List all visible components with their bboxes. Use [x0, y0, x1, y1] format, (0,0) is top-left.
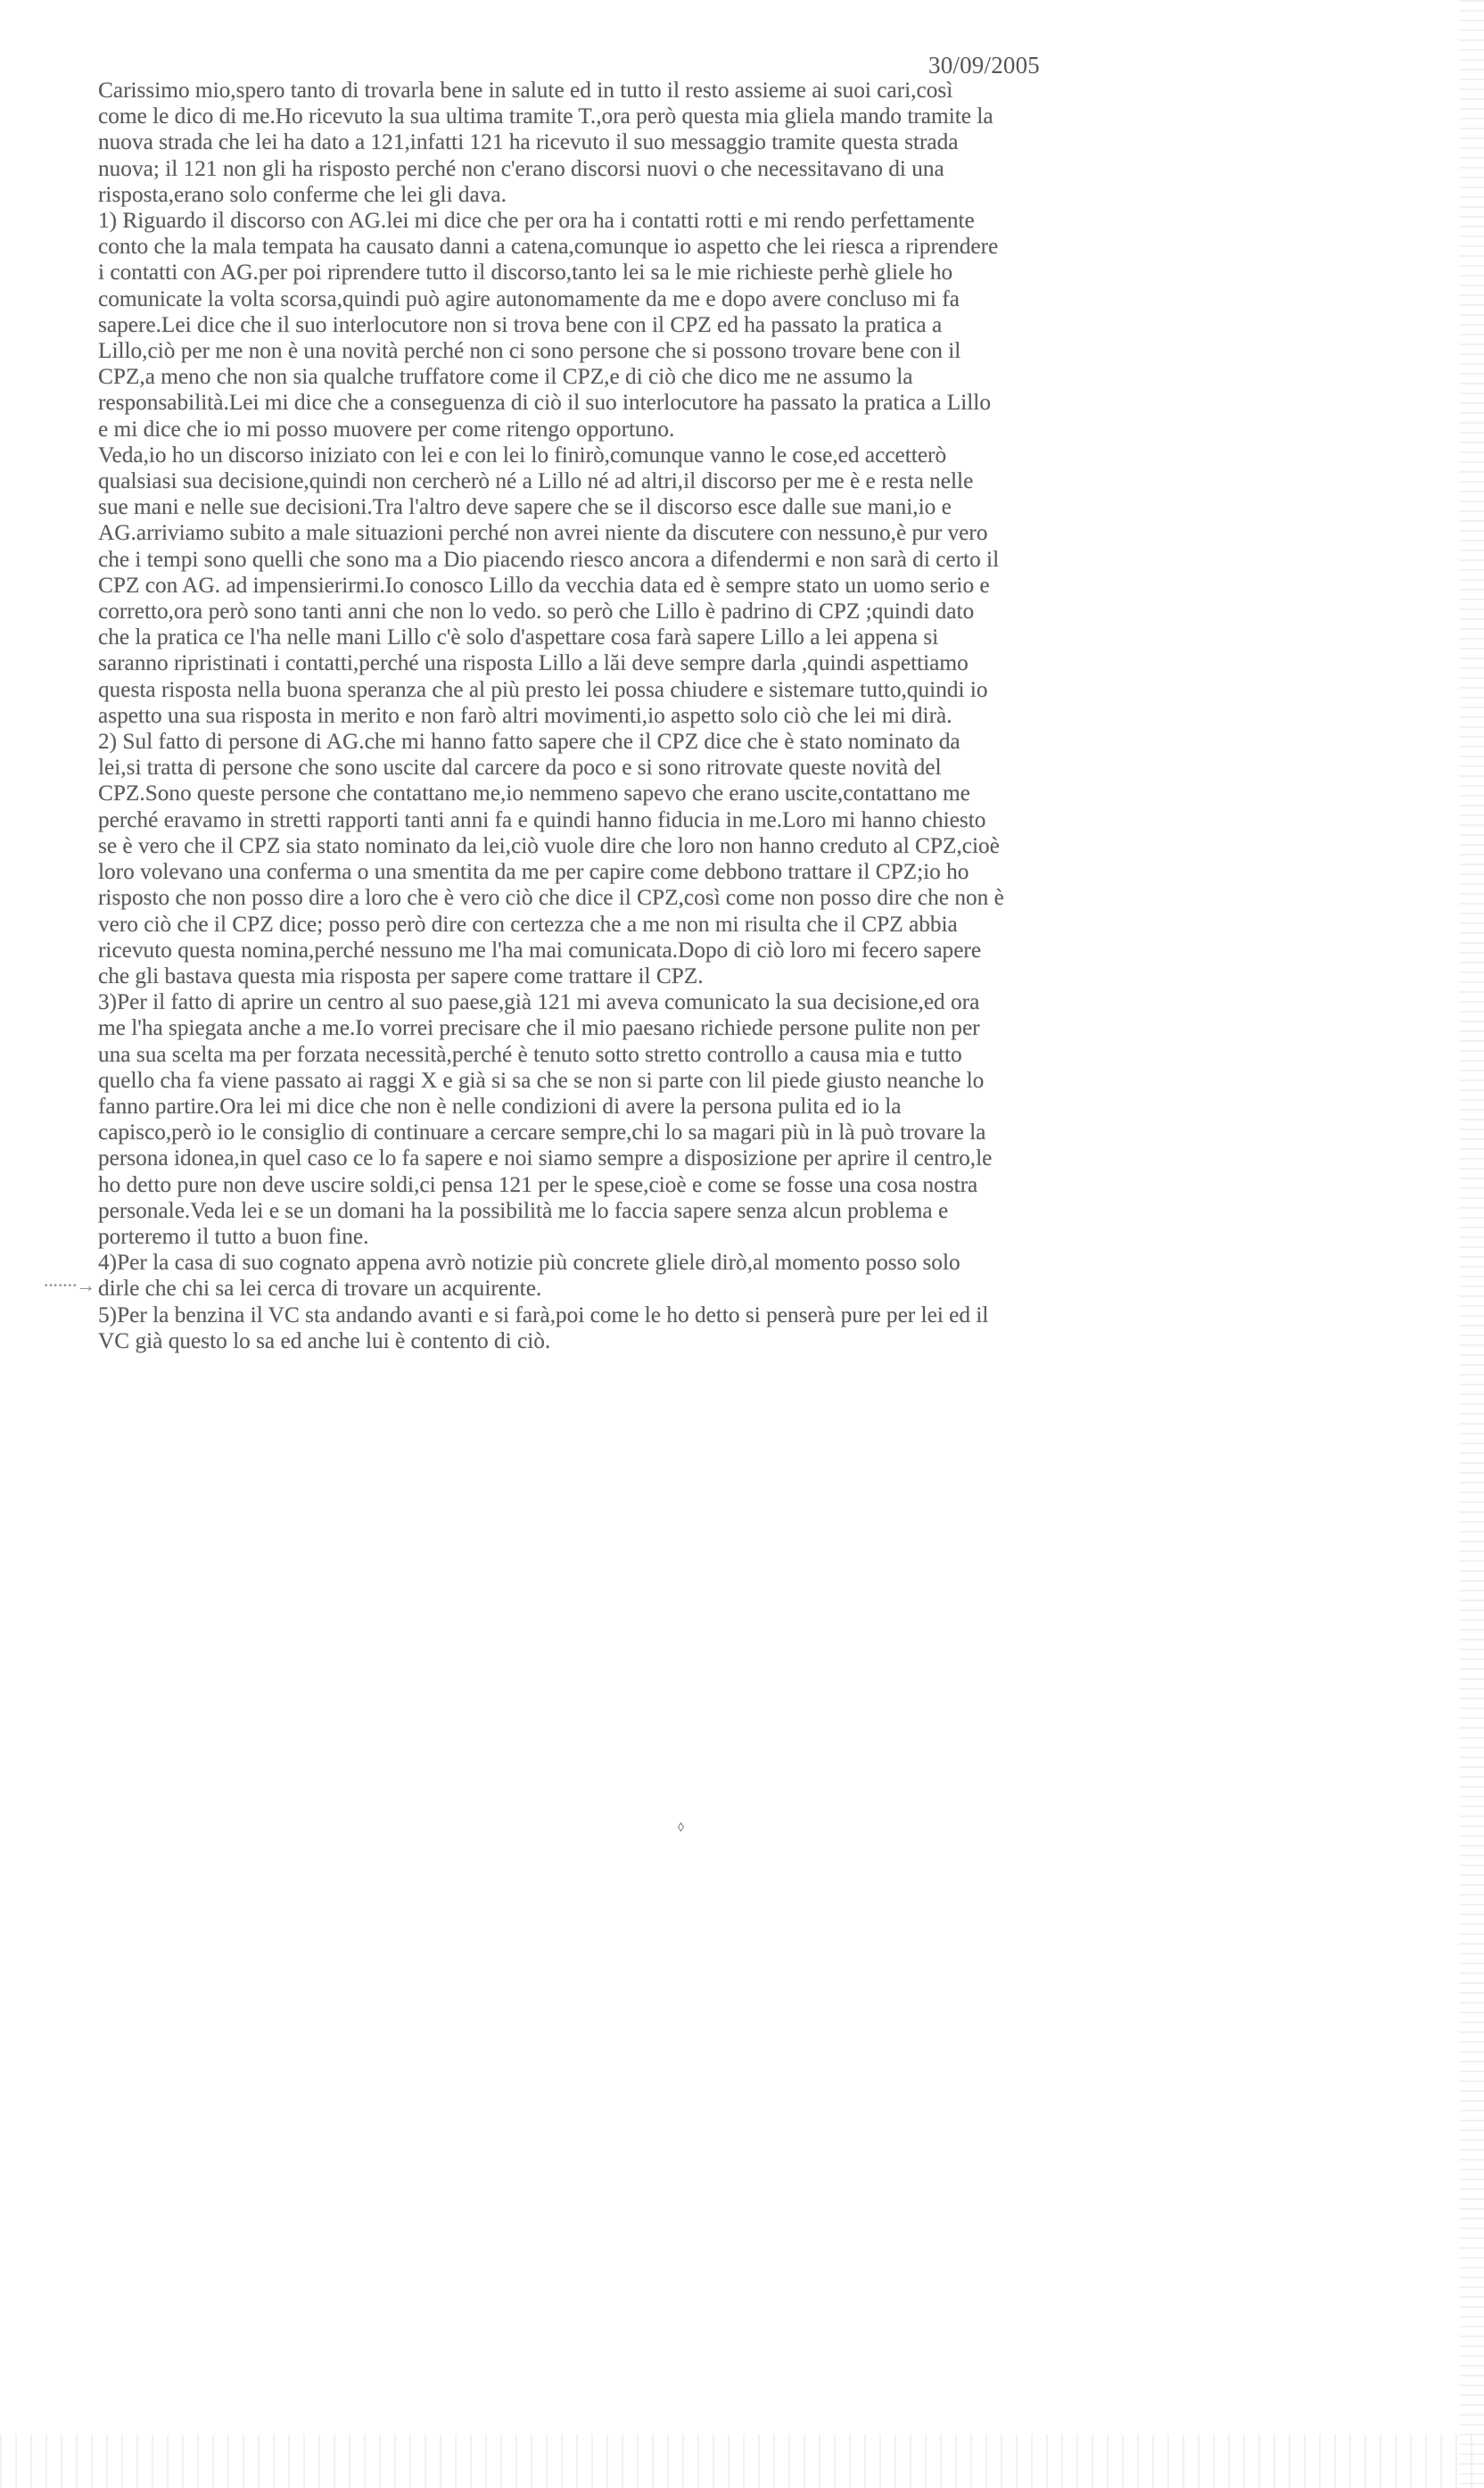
- letter-line: Veda,io ho un discorso iniziato con lei e con lei lo finirò,comunque vanno le cose,ed accetterò: [98, 442, 947, 467]
- letter-line: una sua scelta ma per forzata necessità,perché è tenuto sotto stretto controllo a causa mia e tutto: [98, 1041, 962, 1067]
- letter-line: quello cha fa viene passato ai raggi X e già si sa che se non si parte con lil piede giusto neanche lo: [98, 1067, 985, 1093]
- letter-date: 30/09/2005: [928, 52, 1041, 79]
- letter-line: 2) Sul fatto di persone di AG.che mi hanno fatto sapere che il CPZ dice che è stato nominato da: [98, 729, 960, 755]
- letter-line: 4)Per la casa di suo cognato appena avrò notizie più concrete gliele dirò,al momento posso solo: [98, 1250, 960, 1276]
- letter-line: che gli bastava questa mia risposta per sapere come trattare il CPZ.: [98, 963, 704, 988]
- letter-line: dirle che chi sa lei cerca di trovare un acquirente.: [98, 1276, 542, 1302]
- letter-line: nuova strada che lei ha dato a 121,infatti 121 ha ricevuto il suo messaggio tramite questa strada: [98, 129, 959, 155]
- letter-line: ricevuto questa nomina,perché nessuno me l'ha mai comunicata.Dopo di ciò loro mi fecero sapere: [98, 937, 982, 963]
- letter-line: corretto,ora però sono tanti anni che non lo vedo. so però che Lillo è padrino di CPZ ;quindi dato: [98, 599, 975, 624]
- letter-line: CPZ,a meno che non sia qualche truffatore come il CPZ,e di ciò che dico me ne assumo la: [98, 364, 913, 390]
- letter-line: Lillo,ciò per me non è una novità perché non ci sono persone che si possono trovare bene con il: [98, 338, 961, 364]
- letter-line: perché eravamo in stretti rapporti tanti anni fa e quindi hanno fiducia in me.Loro mi hanno chiesto: [98, 806, 986, 832]
- letter-line: questa risposta nella buona speranza che al più presto lei possa chiudere e sistemare tutto,quindi io: [98, 676, 988, 702]
- letter-line: se è vero che il CPZ sia stato nominato da lei,ciò vuole dire che loro non hanno creduto al CPZ,cioè: [98, 832, 1000, 858]
- scan-noise-right-edge: [1459, 0, 1484, 2488]
- letter-line: e mi dice che io mi posso muovere per come ritengo opportuno.: [98, 416, 675, 442]
- letter-line: lei,si tratta di persone che sono uscite dal carcere da poco e si sono ritrovate queste novità del: [98, 755, 942, 781]
- letter-line: porteremo il tutto a buon fine.: [98, 1223, 369, 1249]
- letter-line: capisco,però io le consiglio di continuare a cercare sempre,chi lo sa magari più in là può trovare la: [98, 1120, 986, 1145]
- scan-noise-bottom-edge: [0, 2434, 1484, 2488]
- letter-line: 1) Riguardo il discorso con AG.lei mi dice che per ora ha i contatti rotti e mi rendo perfettamente: [98, 208, 975, 234]
- letter-line: ho detto pure non deve uscire soldi,ci pensa 121 per le spese,cioè e come se fosse una cosa nostra: [98, 1171, 978, 1197]
- letter-line: Carissimo mio,spero tanto di trovarla bene in salute ed in tutto il resto assieme ai suoi cari,così: [98, 78, 953, 103]
- letter-line: CPZ con AG. ad impensierirmi.Io conosco Lillo da vecchia data ed è sempre stato un uomo serio e: [98, 572, 990, 598]
- letter-line: AG.arriviamo subito a male situazioni perché non avrei niente da discutere con nessuno,è pur vero: [98, 520, 988, 546]
- letter-line: aspetto una sua risposta in merito e non farò altri movimenti,io aspetto solo ciò che lei mi dirà.: [98, 702, 952, 728]
- letter-line: 3)Per il fatto di aprire un centro al suo paese,già 121 mi aveva comunicato la sua decisione,ed ora: [98, 989, 980, 1015]
- letter-line: saranno ripristinati i contatti,perché una risposta Lillo a lăi deve sempre darla ,quindi aspettiamo: [98, 650, 969, 676]
- letter-line: VC già questo lo sa ed anche lui è contento di ciò.: [98, 1327, 551, 1353]
- letter-line: che la pratica ce l'ha nelle mani Lillo c'è solo d'aspettare cosa farà sapere Lillo a lei appena si: [98, 624, 939, 650]
- letter-line: conto che la mala tempata ha causato danni a catena,comunque io aspetto che lei riesca a riprendere: [98, 234, 999, 260]
- stray-ink-mark: ◊: [678, 1822, 684, 1835]
- letter-line: sapere.Lei dice che il suo interlocutore non si trova bene con il CPZ ed ha passato la pratica a: [98, 311, 943, 337]
- letter-line: 5)Per la benzina il VC sta andando avanti e si farà,poi come le ho detto si penserà pure per lei ed il: [98, 1302, 989, 1327]
- letter-line: loro volevano una conferma o una smentita da me per capire come debbono trattare il CPZ;io ho: [98, 859, 969, 885]
- handwritten-margin-arrow-icon: ·······→: [43, 1274, 95, 1296]
- letter-line: comunicate la volta scorsa,quindi può agire autonomamente da me e dopo avere concluso mi fa: [98, 285, 960, 311]
- letter-line: come le dico di me.Ho ricevuto la sua ultima tramite T.,ora però questa mia gliela mando tramite la: [98, 103, 993, 129]
- letter-line: sue mani e nelle sue decisioni.Tra l'altro deve sapere che se il discorso esce dalle sue mani,io e: [98, 494, 952, 520]
- letter-line: risposta,erano solo conferme che lei gli dava.: [98, 181, 507, 207]
- letter-line: personale.Veda lei e se un domani ha la possibilità me lo faccia sapere senza alcun problema e: [98, 1197, 949, 1223]
- letter-line: fanno partire.Ora lei mi dice che non è nelle condizioni di avere la persona pulita ed io la: [98, 1093, 902, 1119]
- letter-line: che i tempi sono quelli che sono ma a Dio piacendo riesco ancora a difendermi e non sarà di certo il: [98, 546, 1000, 572]
- letter-line: responsabilità.Lei mi dice che a conseguenza di ciò il suo interlocutore ha passato la pratica a Lillo: [98, 390, 991, 416]
- letter-line: persona idonea,in quel caso ce lo fa sapere e noi siamo sempre a disposizione per aprire il centro,le: [98, 1145, 993, 1171]
- letter-line: CPZ.Sono queste persone che contattano me,io nemmeno sapevo che erano uscite,contattano me: [98, 781, 970, 806]
- letter-line: risposto che non posso dire a loro che è vero ciò che dice il CPZ,così come non posso dire che non è: [98, 885, 1004, 911]
- letter-line: me l'ha spiegata anche a me.Io vorrei precisare che il mio paesano richiede persone pulite non per: [98, 1015, 980, 1041]
- letter-body: [98, 78, 1311, 1354]
- letter-line: i contatti con AG.per poi riprendere tutto il discorso,tanto lei sa le mie richieste perhè gliele ho: [98, 260, 953, 285]
- letter-line: vero ciò che il CPZ dice; posso però dire con certezza che a me non mi risulta che il CPZ abbia: [98, 911, 958, 937]
- letter-line: nuova; il 121 non gli ha risposto perché non c'erano discorsi nuovi o che necessitavano di una: [98, 155, 944, 181]
- letter-line: qualsiasi sua decisione,quindi non cercherò né a Lillo né ad altri,il discorso per me è e resta nelle: [98, 468, 974, 494]
